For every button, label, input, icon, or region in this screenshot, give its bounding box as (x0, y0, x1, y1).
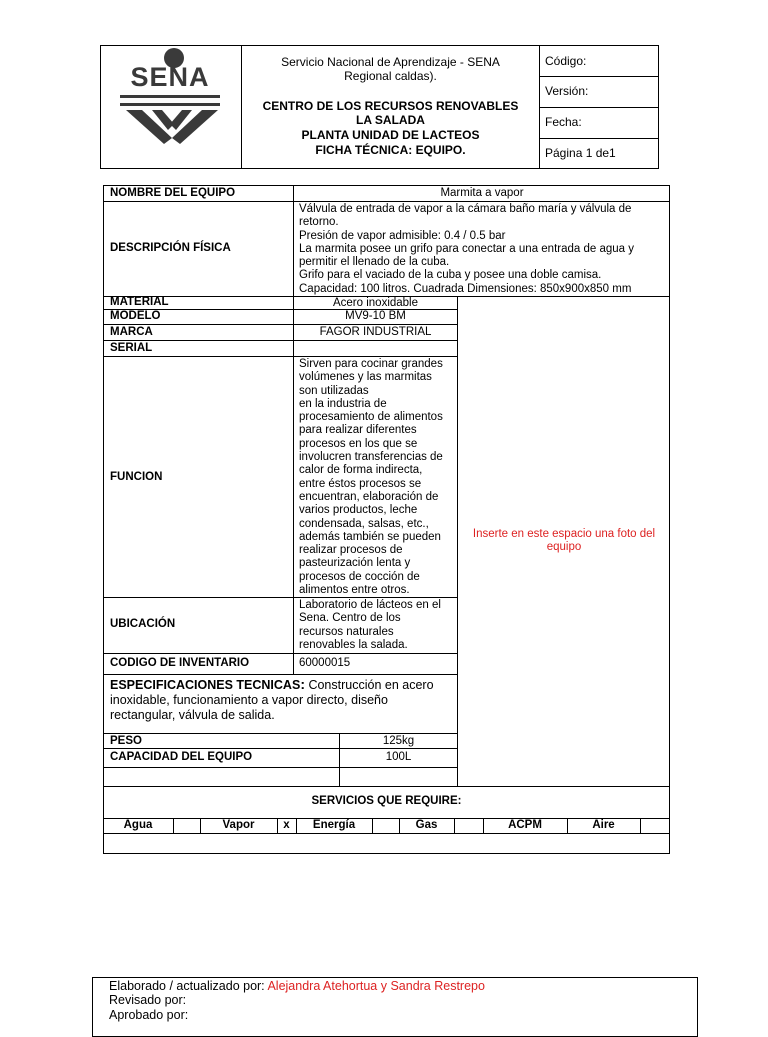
rule-codigo (103, 674, 457, 675)
header-rule-3 (539, 138, 659, 139)
sheet-line: FICHA TÉCNICA: EQUIPO. (315, 143, 466, 157)
modelo-label: MODELO (110, 310, 161, 322)
svc-vapor-mark[interactable]: x (283, 819, 290, 831)
aprobado-label: Aprobado por: (109, 1008, 189, 1022)
funcion-line: encuentran, elaboración de (299, 490, 439, 503)
especificaciones-text-2: inoxidable, funcionamiento a vapor directo, diseño (110, 693, 388, 707)
especificaciones-text-1: Construcción en acero (304, 678, 434, 692)
nombre-label: NOMBRE DEL EQUIPO (110, 187, 236, 199)
col-label-divider-top (293, 185, 294, 674)
descripcion-line: La marmita posee un grifo para conectar a una entrada de agua y (299, 242, 634, 255)
fecha-label: Fecha: (545, 115, 582, 129)
svc-energia-label: Energía (312, 819, 356, 831)
descripcion-line: Grifo para el vaciado de la cuba y posee una doble camisa. (299, 269, 602, 282)
svc-div-5 (372, 818, 373, 833)
rule-nombre (103, 201, 670, 202)
sena-logo-text: SENA (130, 62, 210, 92)
svc-agua-label: Agua (123, 819, 153, 831)
revisado-label: Revisado por: (109, 993, 187, 1007)
funcion-line: volúmenes y las marmitas (299, 371, 432, 384)
rule-modelo (103, 324, 457, 325)
ubicacion-label: UBICACIÓN (110, 618, 176, 630)
especificaciones-text (110, 677, 455, 723)
funcion-line: procesamiento de alimentos (299, 411, 443, 424)
descripcion-line: Capacidad: 100 litros. Cuadrada Dimensiones: 850x900x850 mm (299, 282, 632, 295)
funcion-line: procesos de cocción de (299, 570, 420, 583)
center-line-2: LA SALADA (356, 113, 425, 127)
elaborado-line (109, 979, 485, 994)
funcion-line: varios productos, leche (299, 504, 418, 517)
descripcion-text (299, 203, 667, 296)
codigo-label: Código: (545, 54, 587, 68)
rule-especificaciones (103, 733, 457, 734)
ubicacion-line: Sena. Centro de los (299, 612, 401, 625)
version-label: Versión: (545, 84, 589, 98)
org-line-1: Servicio Nacional de Aprendizaje - SENA (281, 55, 500, 69)
pagina-label: Página 1 de1 (545, 146, 616, 160)
svc-aire-label: Aire (592, 819, 615, 831)
header-rule-2 (539, 107, 659, 108)
funcion-line: involucren transferencias de (299, 451, 443, 464)
serial-label: SERIAL (110, 342, 153, 354)
descripcion-line: Presión de vapor admisible: 0.4 / 0.5 bar (299, 229, 506, 242)
marca-label: MARCA (110, 326, 153, 338)
especificaciones-colon: : (300, 676, 305, 692)
svc-div-10 (640, 818, 641, 833)
material-label: MATERIAL (110, 296, 169, 308)
rule-serial (103, 356, 457, 357)
ubicacion-line: recursos naturales (299, 625, 394, 638)
rule-blank (103, 786, 670, 787)
svc-acpm-label: ACPM (508, 819, 542, 831)
funcion-line: procesos en los que se (299, 437, 418, 450)
peso-value: 125kg (382, 735, 415, 747)
rule-capacidad (103, 767, 457, 768)
plant-line: PLANTA UNIDAD DE LACTEOS (301, 128, 480, 142)
funcion-line: Sirven para cocinar grandes (299, 358, 443, 370)
descripcion-line: permitir el llenado de la cuba. (299, 256, 450, 269)
descripcion-line: retorno. (299, 216, 339, 229)
funcion-line: entre éstos procesos se (299, 477, 422, 490)
svc-gas-label: Gas (415, 819, 438, 831)
ubicacion-line: renovables la salada. (299, 638, 408, 651)
especificaciones-line-1 (110, 677, 455, 693)
codigo-inventario-value: 60000015 (299, 657, 351, 669)
funcion-line: para realizar diferentes (299, 424, 417, 437)
peso-label: PESO (110, 735, 142, 747)
funcion-line: condensada, salsas, etc., (299, 517, 429, 530)
capacidad-value: 100L (385, 751, 412, 763)
center-line-1: CENTRO DE LOS RECURSOS RENOVABLES (262, 99, 519, 113)
rule-marca (103, 340, 457, 341)
descripcion-line: Válvula de entrada de vapor a la cámara baño maría y válvula de (299, 203, 632, 215)
funcion-line: alimentos entre otros. (299, 584, 410, 597)
funcion-label: FUNCION (110, 471, 163, 483)
photo-placeholder[interactable] (458, 528, 670, 555)
descripcion-label: DESCRIPCIÓN FÍSICA (110, 242, 231, 254)
org-line-2: Regional caldas). (344, 69, 437, 83)
svc-div-7 (454, 818, 455, 833)
funcion-line: además también se pueden (299, 530, 441, 543)
nombre-value: Marmita a vapor (440, 187, 524, 199)
sena-logo (118, 46, 223, 146)
funcion-line: son utilizadas (299, 384, 369, 397)
elaborado-value: Alejandra Atehortua y Sandra Restrepo (264, 979, 485, 993)
codigo-inventario-label: CODIGO DE INVENTARIO (110, 657, 250, 669)
ubicacion-line: Laboratorio de lácteos en el (299, 599, 441, 611)
servicios-title: SERVICIOS QUE REQUIRE: (311, 795, 462, 807)
especificaciones-label: ESPECIFICACIONES TECNICAS (110, 678, 301, 692)
funcion-line: pasteurización lenta y (299, 557, 411, 570)
material-value: Acero inoxidable (332, 297, 419, 309)
funcion-line: realizar procesos de (299, 544, 403, 557)
photo-placeholder-line-2: equipo (546, 541, 582, 554)
elaborado-label: Elaborado / actualizado por: (109, 979, 265, 993)
modelo-value: MV9-10 BM (345, 310, 406, 322)
svc-div-1 (173, 818, 174, 833)
capacidad-label: CAPACIDAD DEL EQUIPO (110, 751, 253, 763)
photo-placeholder-line-1: Inserte en este espacio una foto del (472, 528, 656, 540)
marca-value: FAGOR INDUSTRIAL (319, 326, 432, 338)
header-rule-1 (539, 76, 659, 77)
svc-vapor-label: Vapor (222, 819, 255, 831)
rule-servicios-items (103, 833, 670, 834)
funcion-line: en la industria de (299, 397, 387, 410)
rule-ubicacion (103, 653, 457, 654)
especificaciones-text-3: rectangular, válvula de salida. (110, 708, 275, 722)
ubicacion-text (299, 599, 457, 652)
funcion-text (299, 358, 457, 597)
funcion-line: calor de forma indirecta, (299, 464, 423, 477)
